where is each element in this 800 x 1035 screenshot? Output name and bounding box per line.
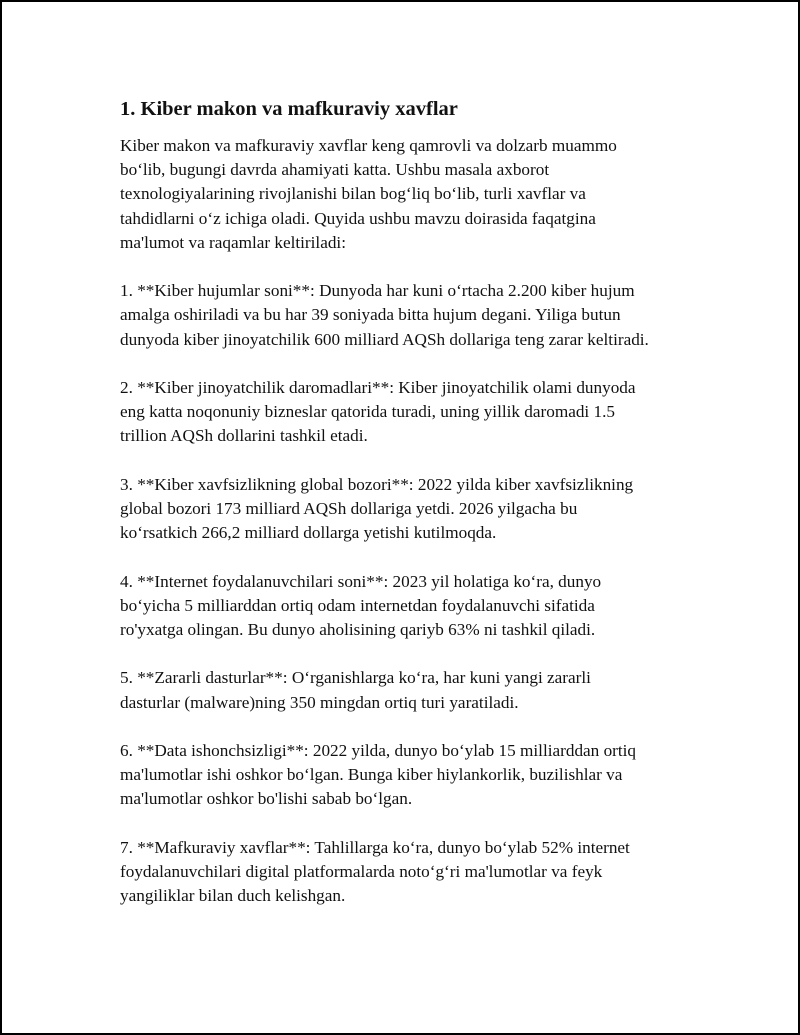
text-line: texnologiyalarining rivojlanishi bilan bog‘liq bo‘lib, turli xavflar va — [120, 184, 586, 204]
text-line: 3. **Kiber xavfsizlikning global bozori**: 2022 yilda kiber xavfsizlikning — [120, 474, 634, 494]
list-item-ideological-threats — [120, 836, 710, 909]
text-line: ma'lumot va raqamlar keltiriladi: — [120, 232, 346, 252]
document-body — [120, 96, 710, 908]
text-line: tahdidlarni o‘z ichiga oladi. Quyida ushbu mavzu doirasida faqatgina — [120, 208, 596, 228]
list-item-internet-users — [120, 570, 710, 643]
text-line: Kiber makon va mafkuraviy xavflar keng qamrovli va dolzarb muammo — [120, 136, 617, 155]
list-item-security-market — [120, 473, 710, 546]
text-line: amalga oshiriladi va bu har 39 soniyada bitta hujum degani. Yiliga butun — [120, 305, 621, 325]
text-line: dunyoda kiber jinoyatchilik 600 milliard AQSh dollariga teng zarar keltiradi. — [120, 329, 649, 349]
list-item-malware — [120, 666, 710, 714]
text-line: 7. **Mafkuraviy xavflar**: Tahlillarga ko‘ra, dunyo bo‘ylab 52% internet — [120, 837, 630, 857]
text-line: ma'lumotlar oshkor bo'lishi sabab bo‘lgan. — [120, 789, 413, 809]
text-line: 2. **Kiber jinoyatchilik daromadlari**: Kiber jinoyatchilik olami dunyoda — [120, 378, 636, 397]
text-line: 1. **Kiber hujumlar soni**: Dunyoda har kuni o‘rtacha 2.200 kiber hujum — [120, 281, 635, 301]
list-item-cybercrime-revenue — [120, 376, 710, 449]
text-line: global bozori 173 milliard AQSh dollariga yetdi. 2026 yilgacha bu — [120, 499, 578, 518]
text-line: ro'yxatga olingan. Bu dunyo aholisining qariyb 63% ni tashkil qiladi. — [120, 620, 596, 639]
text-line: 4. **Internet foydalanuvchilari soni**: 2023 yil holatiga ko‘ra, dunyo — [120, 571, 602, 591]
text-line: trillion AQSh dollarini tashkil etadi. — [120, 426, 368, 446]
text-line: yangiliklar bilan duch kelishgan. — [120, 886, 346, 906]
list-item-data-breaches — [120, 739, 710, 812]
text-line: dasturlar (malware)ning 350 mingdan ortiq turi yaratiladi. — [120, 692, 519, 712]
text-line: bo‘lib, bugungi davrda ahamiyati katta. Ushbu masala axborot — [120, 160, 550, 180]
text-line: ma'lumotlar ishi oshkor bo‘lgan. Bunga kiber hiylankorlik, buzilishlar va — [120, 765, 623, 785]
text-line: bo‘yicha 5 milliarddan ortiq odam internetdan foydalanuvchi sifatida — [120, 595, 595, 615]
intro-paragraph — [120, 134, 710, 255]
text-line: foydalanuvchilari digital platformalarda noto‘g‘ri ma'lumotlar va feyk — [120, 861, 603, 881]
section-heading: 1. Kiber makon va mafkuraviy xavflar — [120, 98, 458, 120]
text-line: eng katta noqonuniy bizneslar qatorida turadi, uning yillik daromadi 1.5 — [120, 402, 615, 422]
text-line: 6. **Data ishonchsizligi**: 2022 yilda, dunyo bo‘ylab 15 milliarddan ortiq — [120, 740, 637, 760]
list-item-cyber-attacks — [120, 279, 710, 352]
text-line: 5. **Zararli dasturlar**: O‘rganishlarga ko‘ra, har kuni yangi zararli — [120, 668, 591, 688]
text-line: ko‘rsatkich 266,2 milliard dollarga yetishi kutilmoqda. — [120, 523, 497, 543]
